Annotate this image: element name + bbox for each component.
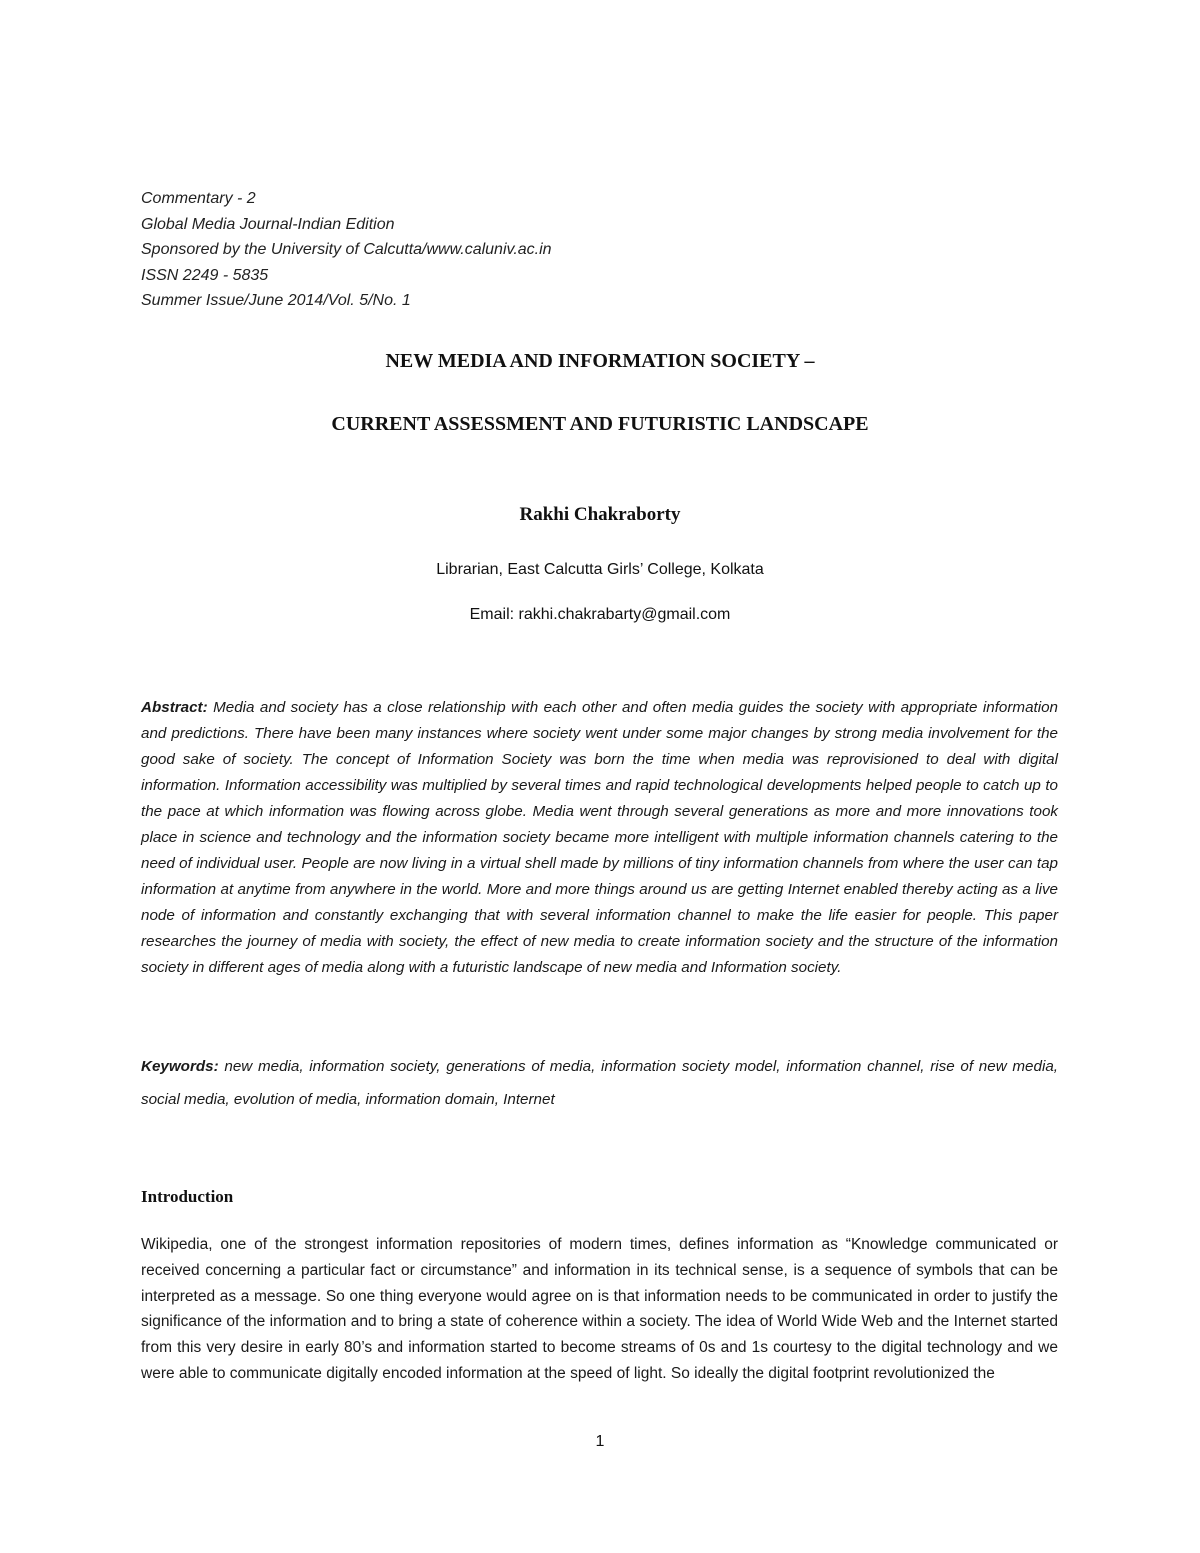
keywords-label: Keywords: [141,1058,225,1075]
paper-title-line-2: CURRENT ASSESSMENT AND FUTURISTIC LANDSCAPE [331,413,869,435]
author-name: Rakhi Chakraborty [519,504,681,525]
abstract-label: Abstract: [141,699,214,716]
section-heading-introduction: Introduction [141,1187,234,1206]
header-line-sponsor: Sponsored by the University of Calcutta/www.caluniv.ac.in [141,241,552,258]
journal-header [141,186,552,314]
paper-title-line-1: NEW MEDIA AND INFORMATION SOCIETY – [385,350,815,372]
header-line-journal: Global Media Journal-Indian Edition [141,215,395,233]
abstract-paragraph [141,695,1058,981]
keywords-paragraph [141,1050,1058,1116]
author-affiliation: Librarian, East Calcutta Girls’ College, Kolkata [436,561,764,578]
introduction-paragraph: Wikipedia, one of the strongest information repositories of modern times, defines information as “Knowledge communicated or received concerning a particular fact or circumstance” and information in its technical sense, is a sequence of symbols that can be interpreted as a message. So one thing everyone would agree on is that information needs to be communicated in order to justify the significance of the information and to bring a state of coherence within a society. The idea of World Wide Web and the Internet started from this very desire in early 80’s and information started to become streams of 0s and 1s courtesy to the digital technology and we were able to communicate digitally encoded information at the speed of light. So ideally the digital footprint revolutionized the [141,1236,1058,1382]
page-number: 1 [595,1433,605,1450]
header-line-issn: ISSN 2249 - 5835 [141,266,269,284]
header-line-issue: Summer Issue/June 2014/Vol. 5/No. 1 [141,292,411,309]
keywords-text: new media, information society, generations of media, information society model, information channel, rise of new media, social media, evolution of media, information domain, Internet [141,1058,1058,1108]
header-line-commentary: Commentary - 2 [141,190,256,207]
author-email: Email: rakhi.chakrabarty@gmail.com [469,606,731,623]
abstract-text: Media and society has a close relationship with each other and often media guides the society with appropriate information and predictions. There have been many instances where society went under some major changes by strong media involvement for the good sake of society. The concept of Information Society was born the time when media was reprovisioned to deal with digital information. Information accessibility was multiplied by several times and rapid technological developments helped people to catch up to the pace at which information was flowing across globe. Media went through several generations as more and more innovations took place in science and technology and the information society became more intelligent with multiple information channels catering to the need of individual user. People are now living in a virtual shell made by millions of tiny information channels from where the user can tap information at anytime from anywhere in the world. More and more things around us are getting Internet enabled thereby acting as a live node of information and constantly exchanging that with several information channel to make the life easier for people. This paper researches the journey of media with society, the effect of new media to create information society and the structure of the information society in different ages of media along with a futuristic landscape of new media and Information society. [141,699,1059,976]
